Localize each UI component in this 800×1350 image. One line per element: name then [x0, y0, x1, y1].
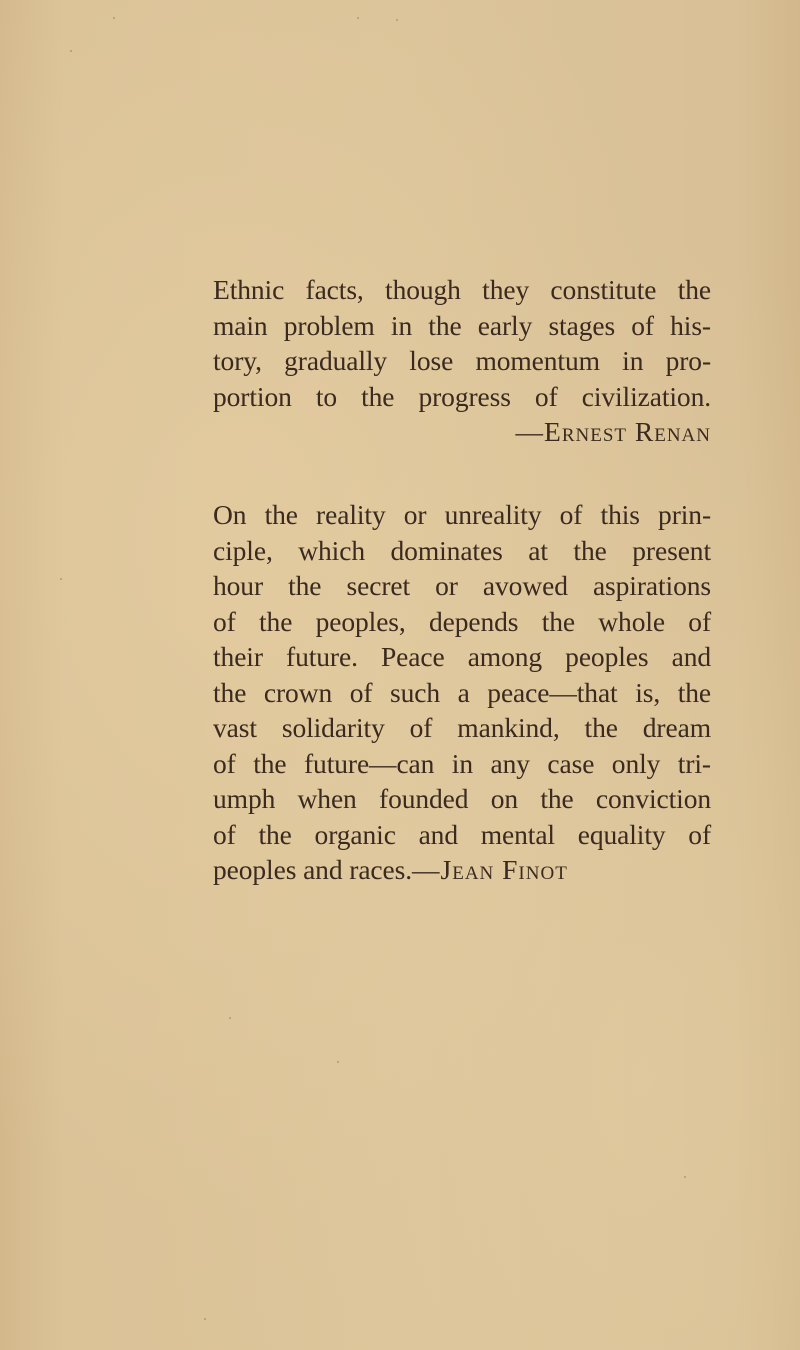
quote-line-text: peoples and races.	[213, 854, 413, 885]
quote-line: main problem in the early stages of his-	[213, 309, 711, 341]
paper-speck	[70, 50, 72, 52]
attribution-renan: —Ernest Renan	[515, 416, 711, 447]
paper-speck	[204, 1318, 206, 1320]
paper-speck	[60, 578, 62, 580]
epigraph-renan	[213, 272, 711, 450]
quote-line: of the peoples, depends the whole of	[213, 605, 711, 637]
quote-line: ciple, which dominates at the present	[213, 534, 711, 566]
paper-speck	[357, 17, 359, 19]
epigraph-finot	[213, 497, 711, 888]
paper-speck	[113, 17, 115, 19]
quote-line-final	[213, 852, 711, 888]
quote-line: tory, gradually lose momentum in pro-	[213, 345, 711, 376]
quote-line: of the organic and mental equality of	[213, 818, 711, 850]
paper-speck	[684, 1176, 686, 1178]
quote-line: vast solidarity of mankind, the dream	[213, 712, 711, 743]
paper-speck	[396, 19, 398, 21]
quote-line: portion to the progress of civilization.	[213, 380, 711, 412]
quote-line: hour the secret or avowed aspirations	[213, 570, 711, 601]
quote-line: their future. Peace among peoples and	[213, 641, 711, 672]
quote-line: On the reality or unreality of this prin-	[213, 499, 711, 530]
paper-speck	[229, 1017, 231, 1019]
paper-speck	[337, 1061, 339, 1063]
quote-line: of the future—can in any case only tri-	[213, 747, 711, 779]
attribution-finot: —Jean Finot	[412, 854, 568, 885]
quote-line: Ethnic facts, though they constitute the	[213, 274, 711, 305]
quote-line: umph when founded on the conviction	[213, 783, 711, 814]
quote-line: the crown of such a peace—that is, the	[213, 676, 711, 708]
